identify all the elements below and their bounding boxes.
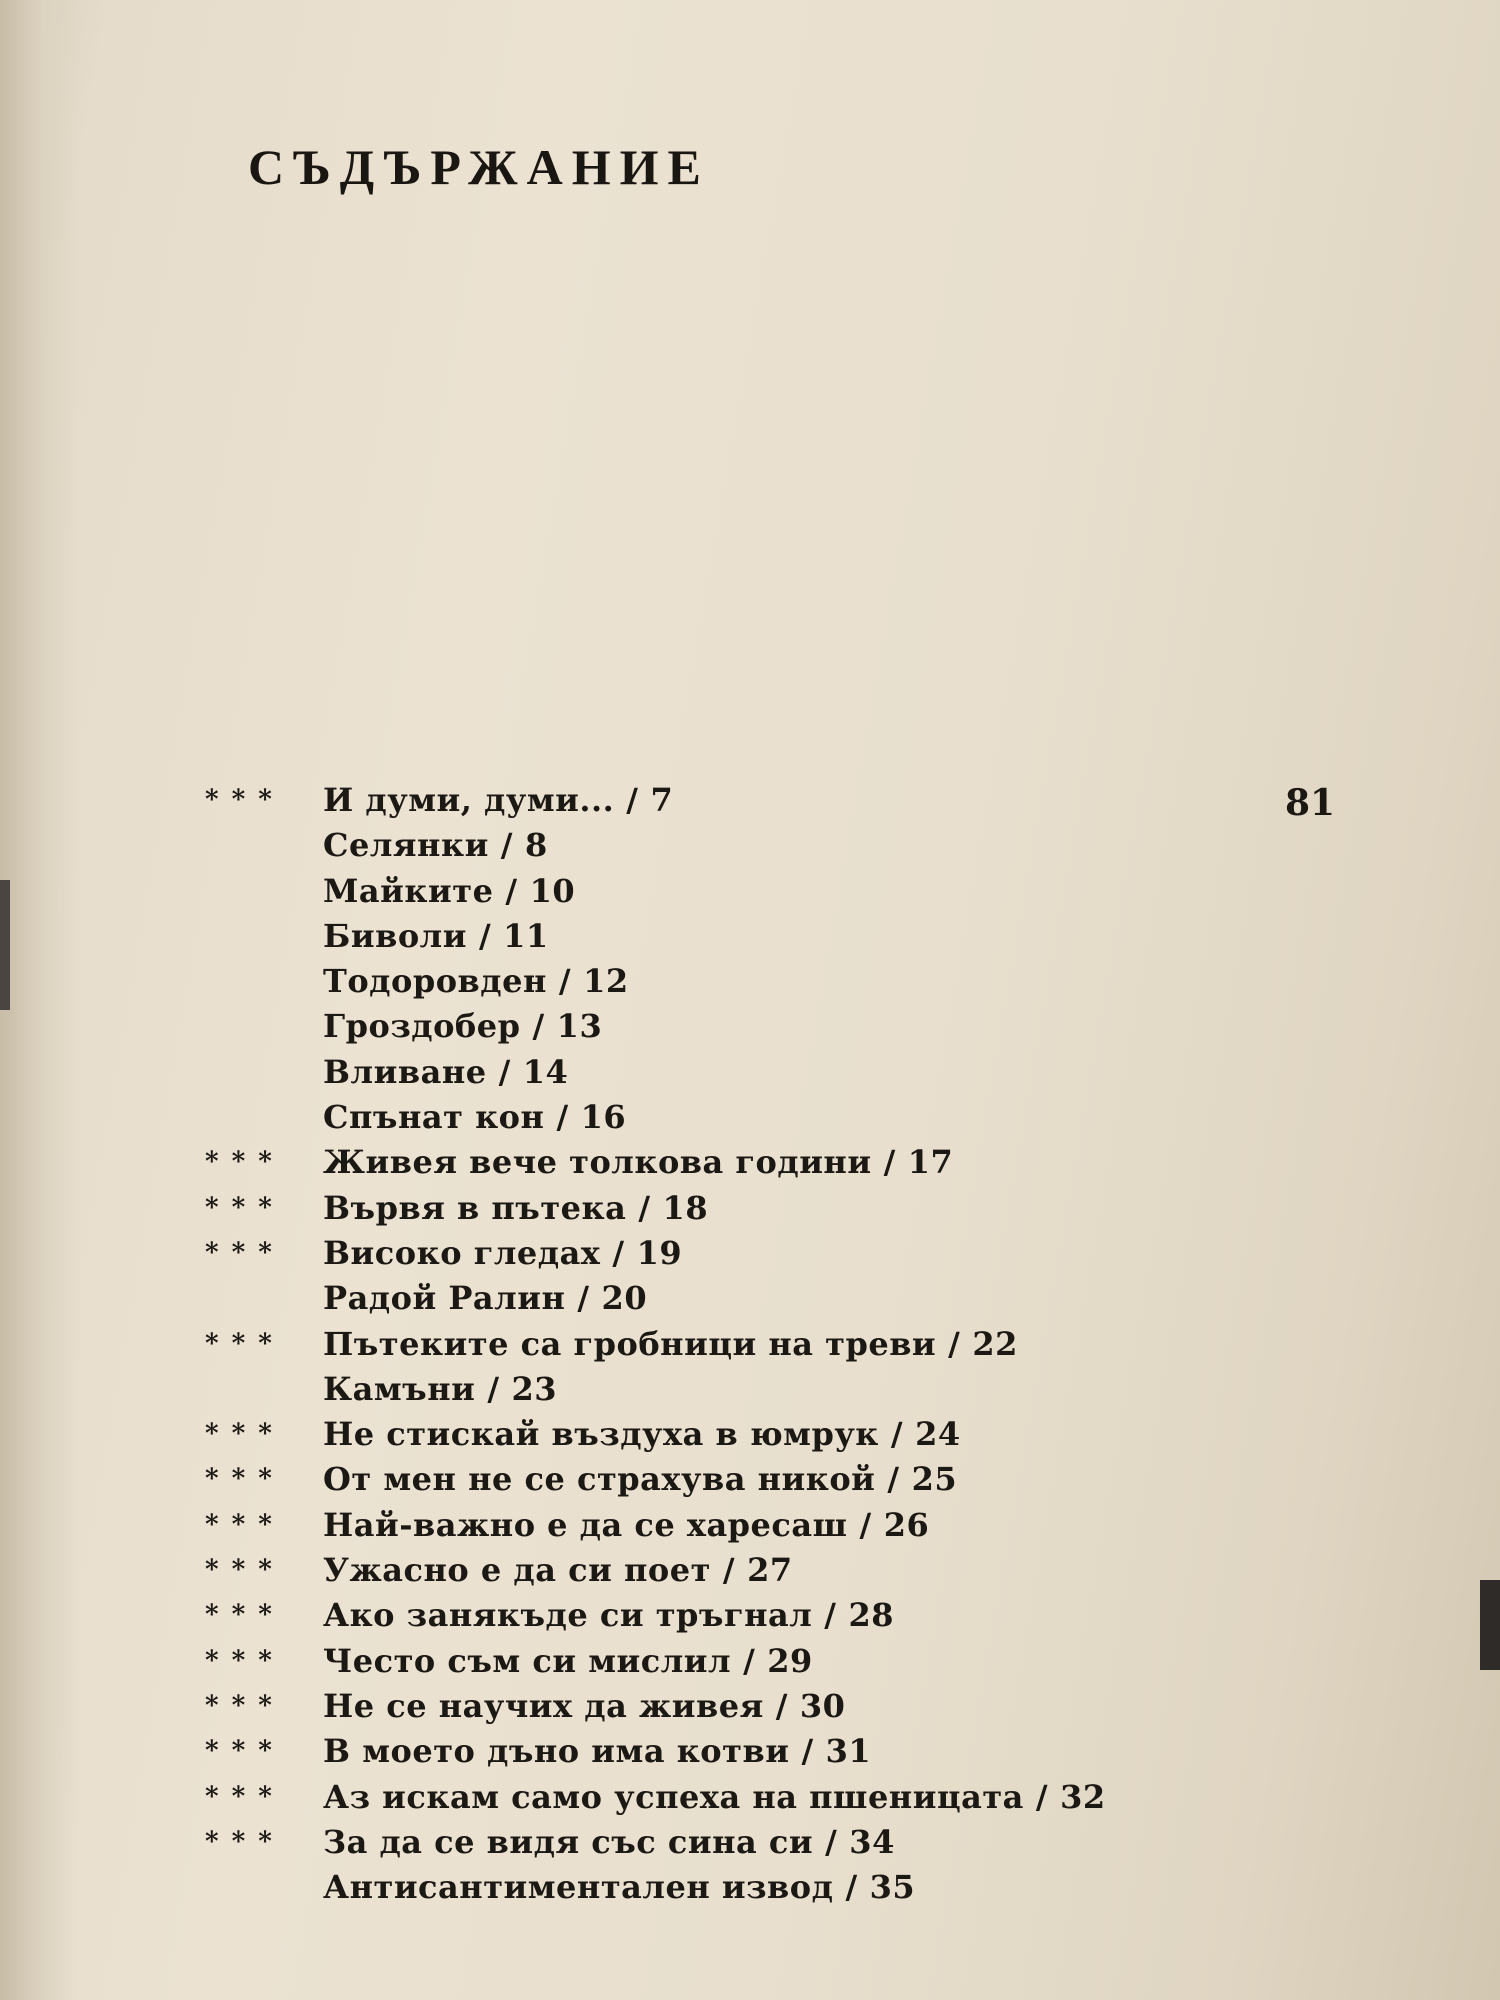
toc-entry-page: 18 (662, 1188, 709, 1227)
toc-entry (205, 1729, 1325, 1774)
toc-entry-title: В моето дъно има котви (323, 1732, 790, 1771)
toc-entry-separator: / (558, 962, 572, 1001)
toc-entry-text (323, 1820, 895, 1865)
toc-entry-separator: / (890, 1415, 904, 1454)
toc-entry-page: 29 (767, 1641, 813, 1680)
toc-entry-page: 35 (869, 1868, 916, 1907)
toc-entry-stars: * * * (205, 1736, 274, 1767)
toc-entry (205, 1322, 1325, 1367)
toc-entry-text (323, 1503, 929, 1548)
toc-entry-stars: * * * (205, 1555, 274, 1586)
toc-entry-separator: / (532, 1007, 545, 1046)
toc-entry-separator: / (948, 1324, 961, 1363)
toc-entry-stars: * * * (205, 785, 274, 815)
toc-entry-title: Майките (323, 871, 494, 910)
toc-entry-page: 14 (522, 1052, 569, 1091)
toc-entry-stars: * * * (205, 1147, 274, 1178)
toc-entry-page: 23 (511, 1369, 558, 1408)
toc-entry-title: Най-важно е да се харесаш (323, 1505, 848, 1544)
toc-entry-title: Камъни (323, 1369, 476, 1408)
toc-entry (205, 778, 1325, 823)
toc-entry (205, 1050, 1325, 1095)
toc-entry-title: Не стискай въздуха в юмрук (323, 1415, 879, 1454)
toc-entry-stars: * * * (205, 1600, 274, 1631)
toc-entry-text (323, 1186, 708, 1231)
toc-entry (205, 1004, 1325, 1049)
toc-entry-title: От мен не се страхува никой (323, 1460, 876, 1499)
toc-entry-text (323, 823, 548, 868)
toc-entry (205, 1140, 1325, 1185)
toc-entry-stars: * * * (205, 1690, 274, 1721)
toc-entry-stars: * * * (205, 1826, 274, 1857)
toc-entry-title: За да се видя със сина си (323, 1822, 814, 1861)
toc-entry-separator: / (883, 1143, 896, 1182)
toc-entry (205, 1820, 1325, 1865)
toc-entry-page: 11 (503, 916, 549, 955)
toc-entry-separator: / (743, 1641, 756, 1680)
toc-entry-separator: / (577, 1279, 590, 1318)
toc-entry-text (323, 1322, 1018, 1367)
toc-entry-page: 25 (911, 1460, 958, 1499)
toc-entry-stars: * * * (205, 1192, 274, 1223)
background-gap-right (1480, 1580, 1500, 1670)
toc-entry-separator: / (505, 871, 518, 910)
toc-entry-separator: / (722, 1551, 736, 1590)
toc-entry-separator: / (556, 1098, 569, 1137)
toc-entry-page: 8 (524, 826, 548, 865)
toc-entry (205, 1503, 1325, 1548)
toc-entry-stars: * * * (205, 1237, 274, 1268)
toc-entry-title: Ужасно е да си поет (323, 1551, 711, 1590)
toc-entry-page: 19 (636, 1233, 683, 1272)
toc-entry-page: 24 (915, 1415, 961, 1454)
toc-entry-text (323, 1276, 647, 1321)
toc-entry-text (323, 1639, 813, 1684)
toc-entry-text (323, 1004, 602, 1049)
toc-entry (205, 1593, 1325, 1638)
toc-entry-separator: / (1035, 1777, 1049, 1816)
toc-entry-title: Антисантиментален извод (323, 1868, 834, 1907)
toc-entry-separator: / (824, 1596, 837, 1635)
toc-entry-title: Вървя в пътека (323, 1188, 627, 1227)
toc-entry-title: Радой Ралин (323, 1279, 566, 1318)
toc-entry-stars: * * * (205, 1464, 274, 1495)
toc-entry-text (323, 1775, 1106, 1820)
toc-entry-text (323, 959, 629, 1004)
toc-entry-separator: / (887, 1460, 900, 1499)
toc-entry-text (323, 914, 549, 959)
toc-entry-stars: * * * (205, 1419, 274, 1450)
toc-entry-text (323, 1593, 894, 1638)
toc-entry-page: 10 (529, 871, 576, 910)
toc-entry-stars: * * * (205, 1509, 274, 1540)
table-of-contents (205, 778, 1325, 1910)
toc-entry-page: 13 (556, 1007, 603, 1046)
toc-entry-separator: / (498, 1052, 511, 1091)
toc-entry-title: Селянки (323, 826, 489, 865)
toc-entry (205, 823, 1325, 868)
toc-entry (205, 1412, 1325, 1457)
toc-entry-text (323, 778, 673, 823)
toc-entry-separator: / (487, 1369, 500, 1408)
toc-entry-separator: / (859, 1505, 872, 1544)
toc-entry (205, 1639, 1325, 1684)
toc-entry-page: 12 (583, 962, 629, 1001)
toc-entry-separator: / (801, 1732, 814, 1771)
toc-entry-page: 30 (799, 1686, 846, 1725)
toc-entry (205, 1276, 1325, 1321)
toc-entry-text (323, 1865, 915, 1910)
toc-entry (205, 914, 1325, 959)
toc-entry (205, 1095, 1325, 1140)
toc-entry-text (323, 1140, 953, 1185)
toc-entry-separator: / (638, 1188, 651, 1227)
toc-entry-title: Аз искам само успеха на пшеницата (323, 1777, 1024, 1816)
toc-entry-separator: / (775, 1686, 788, 1725)
toc-entry-page: 31 (825, 1732, 872, 1771)
toc-entry-text (323, 1231, 682, 1276)
toc-entry-title: Биволи (323, 916, 467, 955)
toc-entry-title: Често съм си мислил (323, 1641, 732, 1680)
toc-entry-separator: / (825, 1822, 838, 1861)
toc-entry-page: 16 (580, 1098, 627, 1137)
toc-entry-page: 32 (1060, 1777, 1106, 1816)
toc-entry-title: Високо гледах (323, 1233, 601, 1272)
toc-entry-separator: / (626, 781, 639, 819)
toc-entry-separator: / (500, 826, 513, 865)
toc-entry-title: Не се научих да живея (323, 1686, 764, 1725)
toc-entry (205, 959, 1325, 1004)
toc-entry-separator: / (845, 1868, 858, 1907)
toc-entry-page: 28 (848, 1596, 895, 1635)
toc-entry-text (323, 1412, 961, 1457)
toc-entry-stars: * * * (205, 1781, 274, 1812)
toc-entry-title: И думи, думи... (323, 781, 615, 819)
toc-entry-title: Спънат кон (323, 1098, 545, 1137)
toc-entry-stars: * * * (205, 1328, 274, 1359)
toc-entry-title: Пътеките са гробници на треви (323, 1324, 937, 1363)
toc-entry-text (323, 1457, 957, 1502)
toc-entry-text (323, 1729, 871, 1774)
toc-entry-page: 20 (601, 1279, 648, 1318)
background-gap (0, 880, 10, 1010)
toc-entry (205, 1186, 1325, 1231)
toc-entry (205, 1775, 1325, 1820)
page-number: 81 (1285, 782, 1336, 824)
toc-entry-page: 27 (747, 1551, 793, 1590)
toc-entry-page: 17 (907, 1143, 954, 1182)
toc-entry-text (323, 869, 575, 914)
toc-entry (205, 1231, 1325, 1276)
page-title: СЪДЪРЖАНИЕ (248, 139, 710, 195)
toc-entry-page: 22 (972, 1324, 1018, 1363)
toc-entry-separator: / (478, 916, 492, 955)
toc-entry-separator: / (612, 1233, 625, 1272)
page-gutter-shadow (0, 0, 80, 2000)
toc-entry-page: 7 (650, 781, 674, 819)
toc-entry-text (323, 1367, 557, 1412)
toc-entry (205, 1367, 1325, 1412)
toc-entry-title: Вливане (323, 1052, 487, 1091)
toc-entry (205, 1457, 1325, 1502)
toc-entry (205, 869, 1325, 914)
toc-entry-page: 34 (849, 1822, 895, 1861)
toc-entry-text (323, 1684, 845, 1729)
toc-entry-title: Тодоровден (323, 962, 547, 1001)
toc-entry (205, 1684, 1325, 1729)
toc-entry (205, 1865, 1325, 1910)
toc-entry-title: Ако занякъде си тръгнал (323, 1596, 813, 1635)
toc-entry-title: Живея вече толкова години (323, 1143, 872, 1182)
toc-entry-text (323, 1548, 793, 1593)
toc-entry-text (323, 1050, 568, 1095)
toc-entry-text (323, 1095, 626, 1140)
toc-entry-title: Гроздобер (323, 1007, 521, 1046)
toc-entry (205, 1548, 1325, 1593)
toc-entry-page: 26 (883, 1505, 930, 1544)
toc-entry-stars: * * * (205, 1645, 274, 1676)
